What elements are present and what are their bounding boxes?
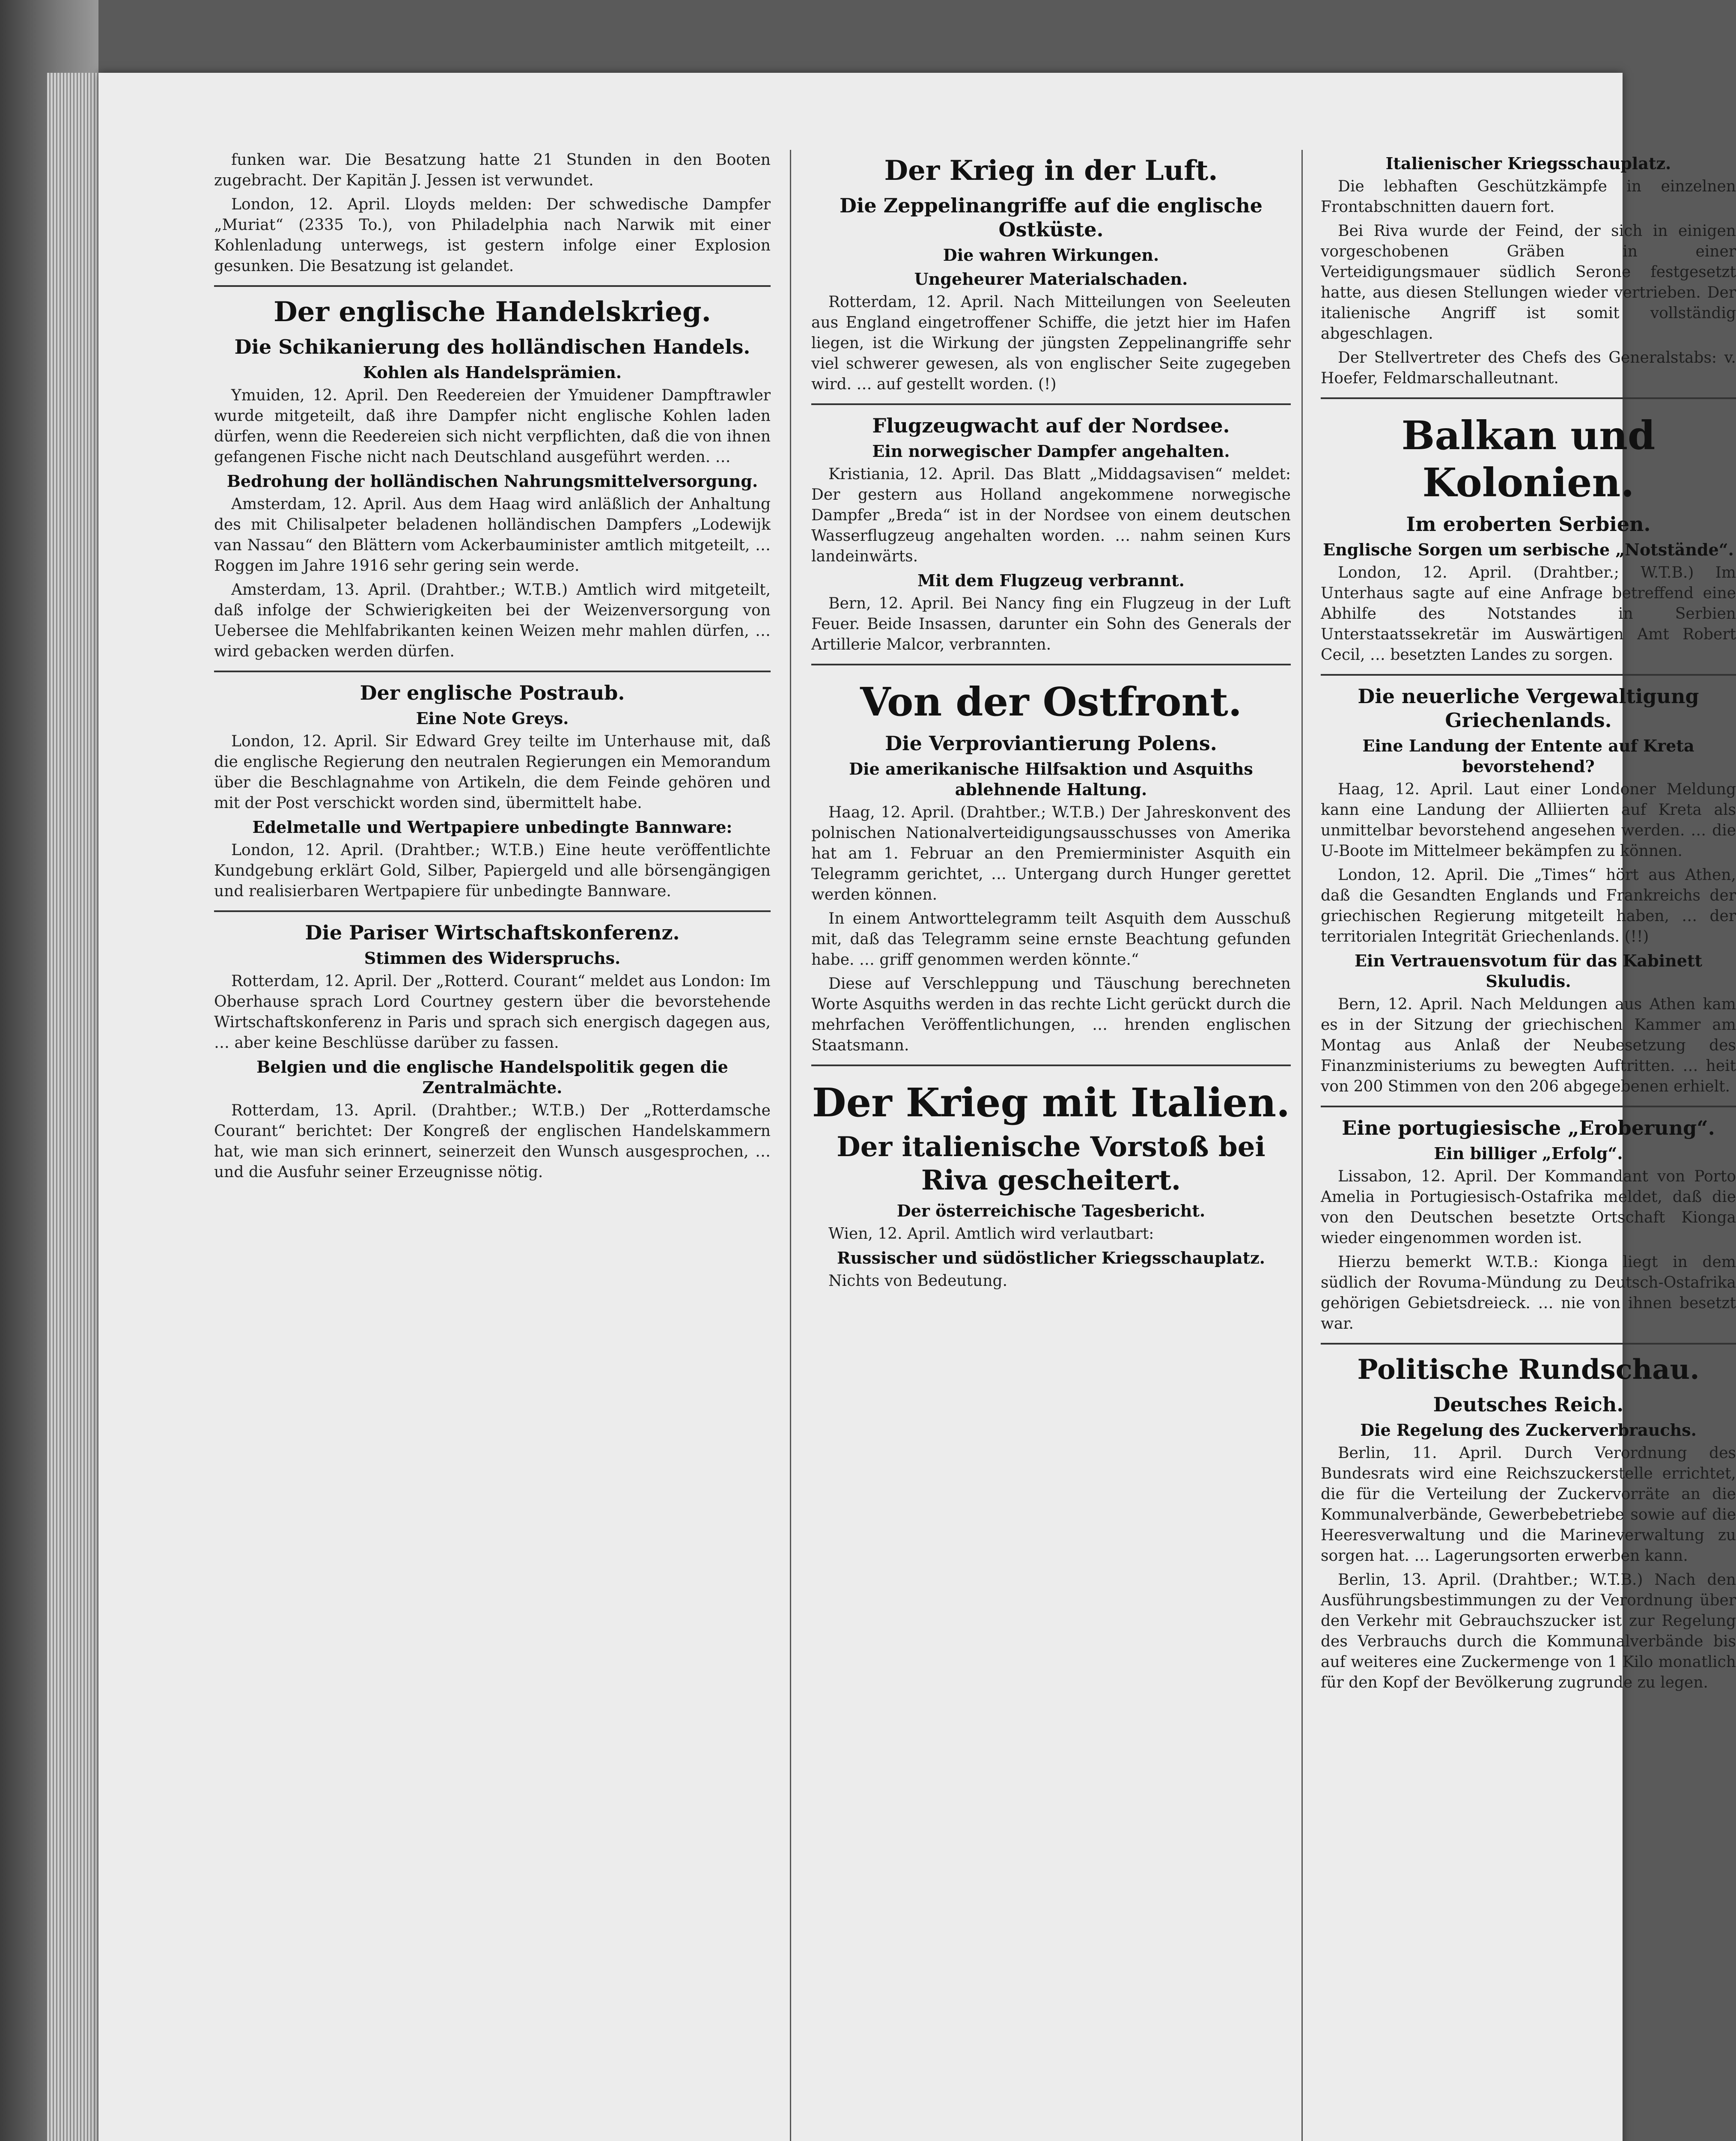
separator <box>811 403 1291 405</box>
headline: Der englische Postraub. <box>360 681 625 704</box>
headline: Die Pariser Wirtschaftskonferenz. <box>305 921 680 944</box>
headline: Balkan und Kolonien. <box>1401 412 1656 506</box>
article-text: Amsterdam, 12. April. Aus dem Haag wird anläßlich der Anhaltung des mit Chilisalpeter beladenen holländischen Dampfers „Lodewijk van Nassau“ den Blättern vom Ackerbauminister amtlich mitgeteilt, … Roggen im Jahre 1916 sehr gering sein werde. <box>214 495 771 575</box>
subheadline: Ein Vertrauensvotum für das Kabinett Skuludis. <box>1354 951 1703 991</box>
subheadline: Die Zeppelinangriffe auf die englische Ostküste. <box>839 194 1263 241</box>
separator <box>214 671 771 672</box>
signature: Der Stellvertreter des Chefs des Generalstabs: v. Hoefer, Feldmarschalleutnant. <box>1321 349 1736 387</box>
article-text: Wien, 12. April. Amtlich wird verlautbart: <box>828 1225 1154 1243</box>
article-text: Rotterdam, 13. April. (Drahtber.; W.T.B.) Der „Rotterdamsche Courant“ berichtet: Der Kongreß der englischen Handelskammern hat, wie man sich erinnert, seinerzeit den Wunsch ausgesprochen, … und die Ausfuhr seiner Erzeugnisse nötig. <box>214 1102 771 1181</box>
article-text: Kristiania, 12. April. Das Blatt „Middagsavisen“ meldet: Der gestern aus Holland angekommene norwegische Dampfer „Breda“ ist in der Nordsee von einem deutschen Wasserflugzeug angehalten worden. … nahm seinen Kurs landeinwärts. <box>811 465 1291 565</box>
headline: Der englische Handelskrieg. <box>274 296 711 328</box>
article-text: London, 12. April. (Drahtber.; W.T.B.) Im Unterhaus sagte auf eine Anfrage betreffend eine Abhilfe des Notstandes in Serbien Unterstaatssekretär im Auswärtigen Amt Robert Cecil, … besetzten Landes zu sorgen. <box>1321 564 1736 664</box>
article-text: London, 12. April. (Drahtber.; W.T.B.) Eine heute veröffentlichte Kundgebung erklärt Gold, Silber, Papiergeld und alle börsengängigen und realisierbaren Wertpapiere für unbedingte Bannware. <box>214 841 771 900</box>
article-text: Berlin, 11. April. Durch Verordnung des Bundesrats wird eine Reichszuckerstelle errichtet, die für die Verteilung der Zuckervorräte an die Kommunalverbände, Gewerbebetriebe sowie auf die Heeresverwaltung und die Marineverwaltung zu sorgen hat. … Lagerungsorten erwerben kann. <box>1321 1444 1736 1565</box>
separator <box>214 910 771 912</box>
subheadline: Edelmetalle und Wertpapiere unbedingte Bannware: <box>252 817 733 837</box>
article-text: Berlin, 13. April. (Drahtber.; W.T.B.) Nach den Ausführungsbestimmungen zu der Verordnung über den Verkehr mit Gebrauchszucker ist zur Regelung des Verbrauchs durch die Kommunalverbände bis auf weiteres eine Zuckermenge von 1 Kilo monatlich für den Kopf der Bevölkerung zugrunde zu legen. <box>1321 1571 1736 1691</box>
article-text: Nichts von Bedeutung. <box>828 1272 1008 1290</box>
subheadline: Deutsches Reich. <box>1433 1393 1624 1416</box>
subheadline: Die Verproviantierung Polens. <box>885 732 1217 755</box>
headline: Flugzeugwacht auf der Nordsee. <box>872 414 1230 437</box>
subheadline: Ein norwegischer Dampfer angehalten. <box>872 441 1230 461</box>
separator <box>214 285 771 287</box>
subheadline: Der italienische Vorstoß bei Riva gescheitert. <box>837 1131 1266 1196</box>
subheadline: Eine Landung der Entente auf Kreta bevorstehend? <box>1362 736 1694 776</box>
column-rule <box>1301 150 1303 2141</box>
article-text: Bern, 12. April. Bei Nancy fing ein Flugzeug in der Luft Feuer. Beide Insassen, darunter ein Sohn des Generals der Artillerie Malcor, verbrannten. <box>811 595 1291 653</box>
article-text: Hierzu bemerkt W.T.B.: Kionga liegt in dem südlich der Rovuma-Mündung zu Deutsch-Ostafrika gehörigen Gebietsdreieck. … nie von ihnen besetzt war. <box>1321 1253 1736 1333</box>
article-text: Haag, 12. April. Laut einer Londoner Meldung kann eine Landung der Alliierten auf Kreta als unmittelbar bevorstehend angesehen werden. … die U-Boote im Mittelmeer bekämpfen zu können. <box>1321 781 1736 860</box>
headline: Politische Rundschau. <box>1357 1354 1700 1386</box>
column-2 <box>811 150 1291 1295</box>
subheadline: Der österreichische Tagesbericht. <box>896 1201 1206 1220</box>
article-text: London, 12. April. Lloyds melden: Der schwedische Dampfer „Muriat“ (2335 To.), von Philadelphia nach Narwik mit einer Kohlenladung unterwegs, ist gestern infolge einer Explosion gesunken. Die Besatzung ist gelandet. <box>214 196 771 275</box>
article-text: Lissabon, 12. April. Der Kommandant von Porto Amelia in Portugiesisch-Ostafrika meldet, daß die von den Deutschen besetzte Ortschaft Kionga wieder eingenommen worden ist. <box>1321 1168 1736 1247</box>
subheadline: Stimmen des Widerspruchs. <box>364 948 621 968</box>
article-text: Ymuiden, 12. April. Den Reedereien der Ymuidener Dampftrawler wurde mitgeteilt, daß ihre Dampfer nicht englische Kohlen laden dürfen, wenn die Reedereien sich nicht verpflichten, daß die von ihnen gefangenen Fische nicht nach Deutschland ausgeführt werden. … <box>214 387 771 466</box>
subheadline: Italienischer Kriegsschauplatz. <box>1385 154 1671 173</box>
headline: Der Krieg in der Luft. <box>884 155 1218 187</box>
subheadline: Bedrohung der holländischen Nahrungsmittelversorgung. <box>226 471 758 491</box>
subheadline: Russischer und südöstlicher Kriegsschauplatz. <box>837 1248 1266 1267</box>
separator <box>1321 674 1736 676</box>
subheadline: Die Regelung des Zuckerverbrauchs. <box>1360 1420 1697 1440</box>
article-text: London, 12. April. Die „Times“ hört aus Athen, daß die Gesandten Englands und Frankreichs der griechischen Regierung mitgeteilt haben, … der territorialen Integrität Griechenlands. (!!) <box>1321 866 1736 945</box>
headline: Die neuerliche Vergewaltigung Griechenlands. <box>1358 685 1699 732</box>
separator <box>1321 1343 1736 1345</box>
column-rule <box>790 150 791 2141</box>
subheadline: Belgien und die englische Handelspolitik gegen die Zentralmächte. <box>256 1057 728 1097</box>
article-text: Die lebhaften Geschützkämpfe in einzelnen Frontabschnitten dauern fort. <box>1321 178 1736 216</box>
article-text: Bei Riva wurde der Feind, der sich in einigen vorgeschobenen Gräben in einer Verteidigungsmauer südlich Serone festgesetzt hatte, aus diesen Stellungen wieder vertrieben. Der italienische Angriff ist somit vollständig abgeschlagen. <box>1321 222 1736 343</box>
article-text: Amsterdam, 13. April. (Drahtber.; W.T.B.) Amtlich wird mitgeteilt, daß infolge der Schwierigkeiten bei der Weizenversorgung von Uebersee die Mehlfabrikanten keinen Weizen mehr mahlen dürfen, … wird gebacken werden dürfen. <box>214 581 771 660</box>
article-text: Diese auf Verschleppung und Täuschung berechneten Worte Asquiths werden in das rechte Licht gerückt durch die mehrfachen Veröffentlichungen, … hrenden englischen Staatsmann. <box>811 975 1291 1054</box>
article-text: In einem Antworttelegramm teilt Asquith dem Ausschuß mit, daß das Telegramm seine ernste Beachtung gefunden habe. … griff genommen werden könnte.“ <box>811 910 1291 969</box>
subheadline: Ein billiger „Erfolg“. <box>1434 1144 1623 1163</box>
separator <box>1321 1106 1736 1107</box>
subheadline: Eine Note Greys. <box>416 709 569 728</box>
headline: Von der Ostfront. <box>860 679 1242 725</box>
newspaper-page <box>98 73 1736 2141</box>
subheadline: Im eroberten Serbien. <box>1406 513 1651 536</box>
column-3 <box>1321 150 1736 1697</box>
headline: Eine portugiesische „Eroberung“. <box>1342 1116 1715 1139</box>
article-text: funken war. Die Besatzung hatte 21 Stunden in den Booten zugebracht. Der Kapitän J. Jessen ist verwundet. <box>214 151 771 189</box>
article-text: Haag, 12. April. (Drahtber.; W.T.B.) Der Jahreskonvent des polnischen Nationalverteidigungsausschusses von Amerika hat am 1. Februar an den Premierminister Asquith ein Telegramm gerichtet, … Untergang durch Hunger gerettet werden können. <box>811 804 1291 904</box>
separator <box>811 1065 1291 1066</box>
article-text: London, 12. April. Sir Edward Grey teilte im Unterhause mit, daß die englische Regierung den neutralen Regierungen ein Memorandum über die Beschlagnahme von Artikeln, die dem Feinde gehören und mit der Post verschickt worden sind, übermittelt habe. <box>214 733 771 812</box>
subheadline: Die Schikanierung des holländischen Handels. <box>234 335 750 358</box>
column-1 <box>214 150 771 1186</box>
separator <box>1321 397 1736 399</box>
article-text: Rotterdam, 12. April. Nach Mitteilungen von Seeleuten aus England eingetroffener Schiffe, die jetzt hier im Hafen liegen, ist die Wirkung der jüngsten Zeppelinangriffe sehr viel schwerer gewesen, als von englischer Seite zugegeben wird. … auf gestellt worden. (!) <box>811 293 1291 393</box>
article-text: Bern, 12. April. Nach Meldungen aus Athen kam es in der Sitzung der griechischen Kammer am Montag aus Anlaß der Neubesetzung des Finanzministeriums zu bewegten Auftritten. … heit von 200 Stimmen von den 206 abgegebenen erhielt. <box>1321 996 1736 1095</box>
article-text: Rotterdam, 12. April. Der „Rotterd. Courant“ meldet aus London: Im Oberhause sprach Lord Courtney gestern über die bevorstehende Wirtschaftskonferenz in Paris und sprach sich energisch dagegen aus, … aber keine Beschlüsse darüber zu fassen. <box>214 972 771 1052</box>
subheadline: Ungeheurer Materialschaden. <box>914 269 1188 289</box>
subheadline: Mit dem Flugzeug verbrannt. <box>917 571 1185 590</box>
subheadline: Die wahren Wirkungen. <box>943 245 1159 265</box>
subheadline: Kohlen als Handelsprämien. <box>363 363 622 382</box>
headline: Der Krieg mit Italien. <box>812 1079 1290 1126</box>
separator <box>811 664 1291 665</box>
subheadline: Die amerikanische Hilfsaktion und Asquiths ablehnende Haltung. <box>849 759 1253 799</box>
subheadline: Englische Sorgen um serbische „Notstände“. <box>1323 540 1734 559</box>
